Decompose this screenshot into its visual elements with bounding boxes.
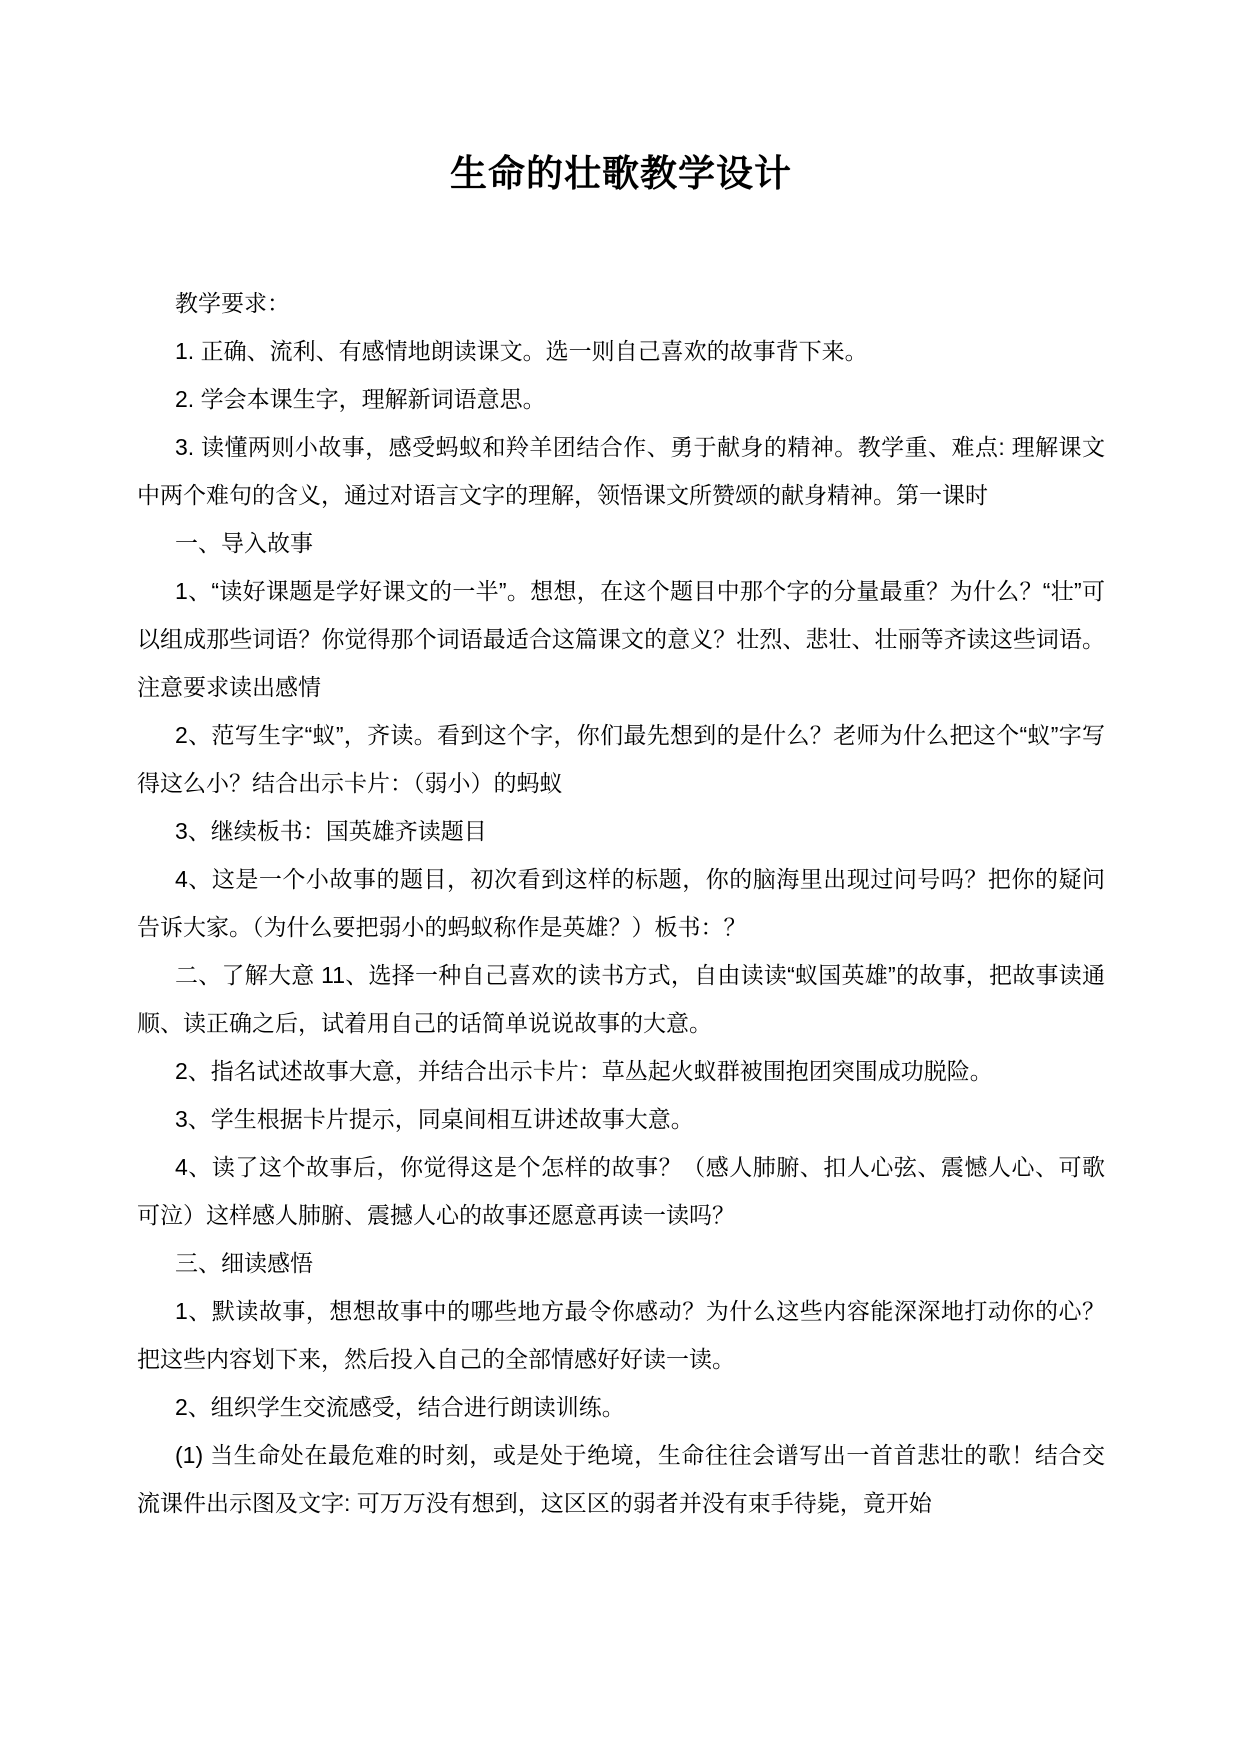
paragraph: 1. 正确、流利、有感情地朗读课文。选一则自己喜欢的故事背下来。 — [175, 338, 868, 364]
paragraph: 4、读了这个故事后，你觉得这是个怎样的故事？（感人肺腑、扣人心弦、震憾人心、可歌可泣）这样感人肺腑、震撼人心的故事还愿意再读一读吗？ — [137, 1154, 1105, 1228]
paragraph: 1、默读故事，想想故事中的哪些地方最令你感动？为什么这些内容能深深地打动你的心？把这些内容划下来，然后投入自己的全部情感好好读一读。 — [137, 1298, 1105, 1372]
paragraph: 3. 读懂两则小故事，感受蚂蚁和羚羊团结合作、勇于献身的精神。教学重、难点: 理解课文中两个难句的含义，通过对语言文字的理解，领悟课文所赞颂的献身精神。第一课时 — [137, 434, 1105, 508]
paragraph: 2、指名试述故事大意，并结合出示卡片：草丛起火蚁群被围抱团突围成功脱险。 — [175, 1058, 993, 1084]
paragraph: 2、范写生字“蚁”，齐读。看到这个字，你们最先想到的是什么？老师为什么把这个“蚁”字写得这么小？结合出示卡片：（弱小）的蚂蚁 — [137, 722, 1105, 796]
paragraph: 2、组织学生交流感受，结合进行朗读训练。 — [175, 1394, 625, 1420]
paragraph: 4、这是一个小故事的题目，初次看到这样的标题，你的脑海里出现过问号吗？把你的疑问告诉大家。（为什么要把弱小的蚂蚁称作是英雄？）板书：？ — [137, 866, 1105, 940]
paragraph: 三、细读感悟 — [175, 1250, 313, 1276]
paragraph: 教学要求： — [175, 290, 290, 316]
paragraph: (1) 当生命处在最危难的时刻，或是处于绝境，生命往往会谱写出一首首悲壮的歌！结合交流课件出示图及文字: 可万万没有想到，这区区的弱者并没有束手待毙，竟开始 — [137, 1442, 1105, 1516]
paragraph: 3、继续板书：国英雄齐读题目 — [175, 818, 487, 844]
paragraph: 一、导入故事 — [175, 530, 313, 556]
document-body — [137, 279, 1105, 1527]
paragraph: 1、“读好课题是学好课文的一半”。想想，在这个题目中那个字的分量最重？为什么？“壮”可以组成那些词语？你觉得那个词语最适合这篇课文的意义？壮烈、悲壮、壮丽等齐读这些词语。注意要求读出感情 — [137, 578, 1105, 700]
document-title: 生命的壮歌教学设计 — [450, 153, 792, 194]
paragraph: 二、了解大意 11、选择一种自己喜欢的读书方式，自由读读“蚁国英雄”的故事，把故事读通顺、读正确之后，试着用自己的话简单说说故事的大意。 — [137, 962, 1105, 1036]
paragraph: 3、学生根据卡片提示，同桌间相互讲述故事大意。 — [175, 1106, 694, 1132]
paragraph: 2. 学会本课生字，理解新词语意思。 — [175, 386, 546, 412]
